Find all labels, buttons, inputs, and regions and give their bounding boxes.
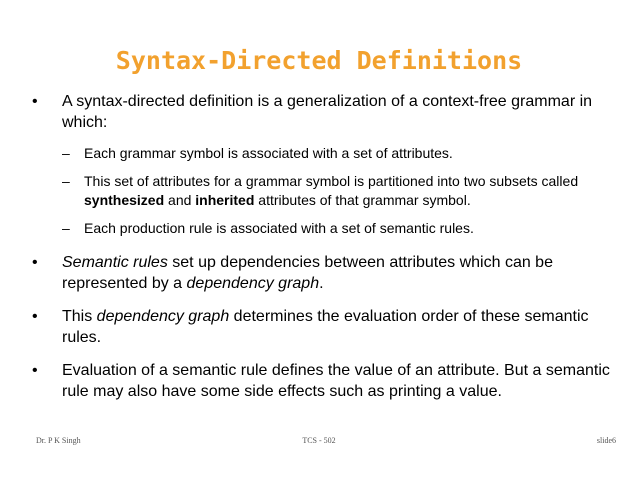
- partition-text-1: This set of attributes for a grammar symbol is partitioned into two subsets called: [84, 173, 579, 189]
- bullet-semantic-rules: [32, 252, 612, 294]
- sub-bullet-attributes: – Each grammar symbol is associated with a set of attributes.: [32, 144, 612, 163]
- footer-course: TCS - 502: [302, 436, 336, 445]
- slide-title: Syntax-Directed Definitions: [115, 46, 523, 75]
- bullet-list: [32, 86, 612, 402]
- dependency-graph-text: determines the evaluation order of these semantic rules.: [62, 308, 589, 346]
- bullet-dependency-graph: [32, 306, 612, 348]
- partition-text-2: attributes of that grammar symbol.: [254, 192, 471, 208]
- bullet-evaluation: • Evaluation of a semantic rule defines the value of an attribute. But a semantic rule may also have some side effects such as printing a value.: [32, 360, 612, 402]
- semantic-rules-text: set up dependencies between attributes which can be represented by a: [62, 254, 553, 292]
- footer-author: Dr. P K Singh: [36, 436, 81, 445]
- semantic-rules-term: Semantic rules: [62, 254, 168, 271]
- semantic-rules-end: .: [319, 275, 324, 292]
- dependency-graph-term: dependency graph: [186, 275, 320, 292]
- inherited-term: inherited: [195, 192, 255, 208]
- synthesized-term: synthesized: [84, 192, 165, 208]
- dependency-graph-intro: This: [62, 308, 97, 325]
- bullet-definition: • A syntax-directed definition is a generalization of a context-free grammar in which:: [32, 91, 612, 133]
- sub-bullet-partition: [32, 172, 612, 210]
- footer-slide-number: slide6: [596, 436, 616, 445]
- and-text: and: [164, 192, 196, 208]
- dependency-graph-term-2: dependency graph: [96, 308, 230, 325]
- sub-bullet-production-rule: – Each production rule is associated with a set of semantic rules.: [32, 219, 612, 238]
